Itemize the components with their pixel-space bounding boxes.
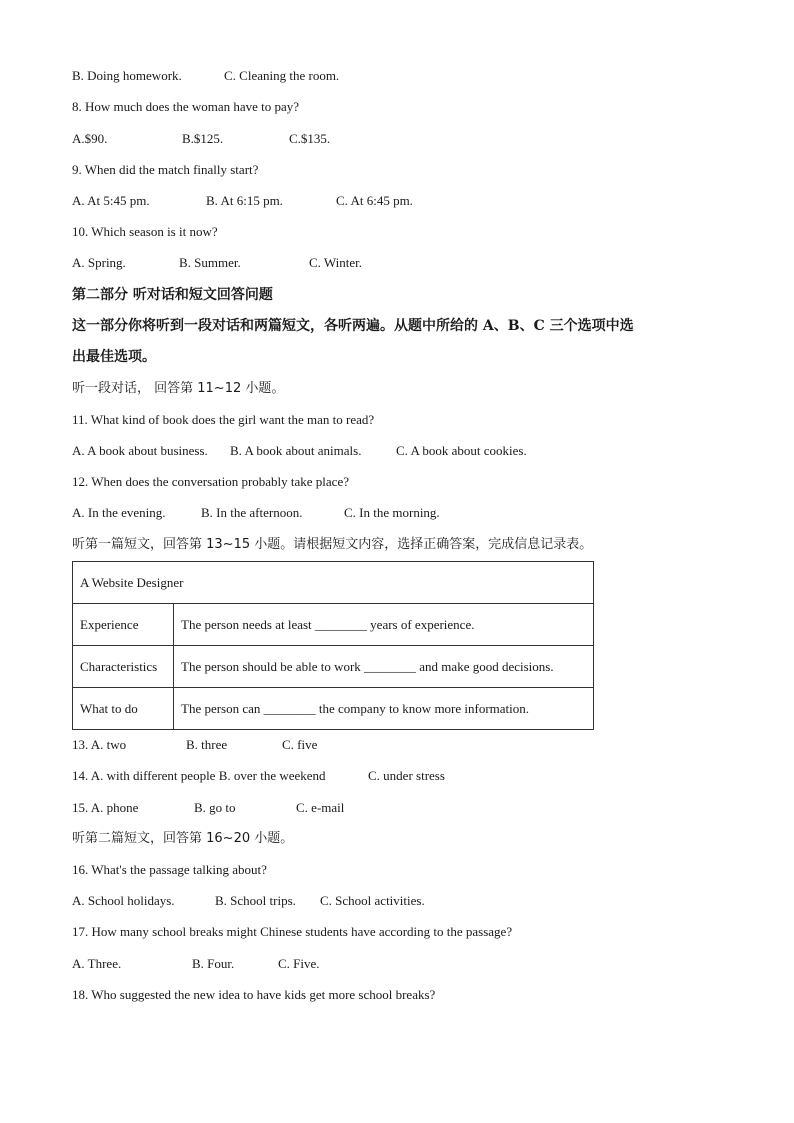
table-row-label: Characteristics [73,646,174,688]
part2-instruction-line2: 出最佳选项。 [72,349,156,365]
q17-question: 17. How many school breaks might Chinese students have according to the passage? [72,924,513,939]
q9-option-c: C. At 6:45 pm. [336,193,413,208]
table-row-label: What to do [73,688,174,730]
q9-options [72,192,413,210]
q14-option-c: C. under stress [368,768,445,783]
q8-question: 8. How much does the woman have to pay? [72,99,300,114]
table-row [73,646,594,688]
q10-option-c: C. Winter. [309,255,363,270]
q12-option-b: B. In the afternoon. [201,505,303,520]
q9-option-a: A. At 5:45 pm. [72,193,150,208]
q8-option-c: C.$135. [289,131,331,146]
q16-option-a: A. School holidays. [72,893,175,908]
q10-option-b: B. Summer. [179,255,241,270]
q13-option-a: 13. A. two [72,737,127,752]
q10-question: 10. Which season is it now? [72,224,218,239]
q13-option-b: B. three [186,737,228,752]
q7-option-b: B. Doing homework. [72,68,182,83]
q17-option-b: B. Four. [192,956,235,971]
dialogue-intro: 听一段对话， 回答第 11~12 小题。 [72,381,285,396]
q7-option-c: C. Cleaning the room. [224,68,340,83]
q17-option-c: C. Five. [278,956,320,971]
q16-options [72,892,425,910]
q7-options [72,67,339,85]
q11-option-a: A. A book about business. [72,443,208,458]
q8-options [72,130,330,148]
q14-options [72,767,445,785]
q11-option-b: B. A book about animals. [230,443,362,458]
table-row-content: The person needs at least ________ years of experience. [174,604,594,646]
passage2-intro: 听第二篇短文，回答第 16~20 小题。 [72,831,294,846]
q12-option-a: A. In the evening. [72,505,166,520]
q13-options [72,736,317,754]
table-row-label: Experience [73,604,174,646]
q11-option-c: C. A book about cookies. [396,443,527,458]
part2-title: 第二部分 听对话和短文回答问题 [72,287,273,303]
q11-options [72,442,527,460]
q8-option-a: A.$90. [72,131,108,146]
table-row-content: The person can ________ the company to know more information. [174,688,594,730]
q15-options [72,799,344,817]
q8-option-b: B.$125. [182,131,224,146]
q9-option-b: B. At 6:15 pm. [206,193,283,208]
q17-options [72,955,320,973]
part2-instruction-line1: 这一部分你将听到一段对话和两篇短文，各听两遍。从题中所给的 A、B、C 三个选项中选 [72,318,634,334]
q15-option-b: B. go to [194,800,236,815]
q10-options [72,254,362,272]
q12-question: 12. When does the conversation probably take place? [72,474,349,489]
q17-option-a: A. Three. [72,956,122,971]
q9-question: 9. When did the match finally start? [72,162,259,177]
q16-option-c: C. School activities. [320,893,425,908]
table-title-row [73,562,594,604]
q18-question: 18. Who suggested the new idea to have kids get more school breaks? [72,987,436,1002]
q16-option-b: B. School trips. [215,893,296,908]
table-row [73,604,594,646]
q15-option-a: 15. A. phone [72,800,139,815]
q10-option-a: A. Spring. [72,255,126,270]
q16-question: 16. What's the passage talking about? [72,862,267,877]
table-title: A Website Designer [73,562,594,604]
q15-option-c: C. e-mail [296,800,345,815]
passage1-intro: 听第一篇短文，回答第 13~15 小题。请根据短文内容，选择正确答案，完成信息记录表。 [72,537,593,552]
q12-option-c: C. In the morning. [344,505,440,520]
info-record-table [72,561,594,730]
q14-option-a-b: 14. A. with different people B. over the weekend [72,768,326,783]
q13-option-c: C. five [282,737,318,752]
q11-question: 11. What kind of book does the girl want the man to read? [72,412,375,427]
table-row-content: The person should be able to work ________ and make good decisions. [174,646,594,688]
q12-options [72,504,440,522]
table-row [73,688,594,730]
